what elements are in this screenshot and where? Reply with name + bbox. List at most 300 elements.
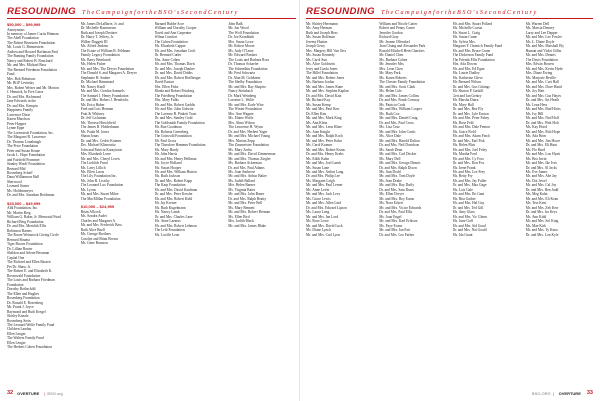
donor-name: Stephanie H. Sauber xyxy=(80,75,111,80)
donor-name: Leonard Stoner xyxy=(7,184,30,189)
donor-name: Mr. Fred Schwartz xyxy=(228,71,256,76)
donor-name: Mr. Mary Park xyxy=(379,71,401,76)
donor-name: Karen Marchon xyxy=(7,117,30,122)
donor-name: Ms. Eve James xyxy=(525,169,548,174)
donor-name: The Bernard Friedman Foundation xyxy=(7,67,58,72)
donor-name: Ms. Sylvia Mrs. xyxy=(452,39,476,44)
donor-name: Mr. Edward Pantzer xyxy=(228,53,258,58)
right-footer xyxy=(307,389,593,397)
donor-name: The Winter Foundation xyxy=(228,107,262,112)
donor-name: Ms. Roberta Greenberg xyxy=(154,129,189,134)
donor-name: Ms. Joy Hart xyxy=(525,89,545,94)
donor-name: Mr. and Mrs. William Hutton xyxy=(154,169,197,174)
donor-name: Mrs. Margery Hill Van Orrs xyxy=(306,48,347,53)
donor-name: Rosenberg Stein xyxy=(7,318,31,323)
donor-name: Ms. Flo Hurd xyxy=(525,147,546,152)
donor-name: William and Nicole Carter xyxy=(379,22,418,26)
donor-name: Mrs. Robert Weiser and Mr. Morton xyxy=(7,85,59,90)
donor-name: Dr. and Mrs. Paul Cross xyxy=(379,120,414,125)
donor-name: Mr. Ron Goodman xyxy=(154,125,182,130)
donor-name: Mr. and Mrs. Allen Lind xyxy=(306,201,342,206)
donor-name: Ms. Laura Long xyxy=(306,210,330,215)
donor-name: Mrs. Susan Lowe xyxy=(228,39,254,44)
donor-name: Dr. and Mrs. Paul Adams xyxy=(228,165,265,170)
donor-name: Ms. Grace Lewis xyxy=(306,196,331,201)
donor-name: The Dickerson Family Fund xyxy=(452,53,494,58)
donor-name: Ms. Bea Irwin xyxy=(525,156,547,161)
donor-name: Dr. and Mrs. Walt Holt xyxy=(525,120,559,125)
donor-name: Mr. BGP Levinsky xyxy=(7,81,35,86)
donor-name: David Easton xyxy=(154,80,174,85)
donor-name: Pratt & Whitney xyxy=(80,111,105,116)
donor-name: Ms. Dot Jewel xyxy=(525,178,547,183)
donor-name: Mr. Frank J. Joyce xyxy=(7,305,34,310)
donor-name: Ms. Ruth Cox xyxy=(379,111,400,116)
donor-name: Ms. Ann Dodd xyxy=(379,169,401,174)
donor-name: Mr. and Mrs. Ray Shapiro xyxy=(228,84,266,89)
donor-name: Dr. and Mrs. Gus Gittings xyxy=(452,84,490,89)
donor-name: Ms. Amy Herman xyxy=(306,26,332,31)
donor-name: Ms. Ellen Dwyer xyxy=(379,192,404,197)
donor-name: Mrs. Judith Black xyxy=(228,219,254,224)
donor-name: Mr. and Mrs. Jim Howe xyxy=(525,138,561,143)
donor-name: Ms. Marcia Denney xyxy=(525,26,555,31)
donor-name: Anonymous xyxy=(7,27,25,32)
left-donor-columns xyxy=(7,22,296,385)
donor-name: Dr. and Mrs. Earl Fisk xyxy=(452,138,485,143)
left-running-header xyxy=(7,5,296,19)
donor-name: Dr. and Mrs. Herbert Yager xyxy=(228,129,268,134)
donor-name: Dr. and Mrs. Robert J. Hendricks xyxy=(80,98,129,103)
donor-name: Mr. and Mrs. Rob Hope xyxy=(525,129,561,134)
donor-name: Mr. and Mrs. Peter Bell xyxy=(228,201,263,206)
donor-name: Ms. June Goff xyxy=(452,219,474,224)
donor-name: Mr. and Mrs. William Cooper xyxy=(379,107,422,112)
donor-name: Mrs. Ada Downs xyxy=(452,62,477,67)
donor-name: Mr. Paul Gross xyxy=(154,138,177,143)
donor-name: Mr. and Mrs. John Bauer xyxy=(228,192,265,197)
donor-name: Ms. Joan Knight xyxy=(306,129,330,134)
donor-name: Mr. and Mrs. Joel Lamb xyxy=(306,161,341,166)
donor-name: Ellen Lenger xyxy=(7,340,26,345)
donor-name: Mr. and Mrs. Roy Eaton xyxy=(379,196,415,201)
donor-name: Ms. Ann Kidd xyxy=(525,214,547,219)
donor-name: Dr. and Mrs. Al Jacks xyxy=(525,165,557,170)
header-brand: RESOUNDING xyxy=(7,6,77,17)
donor-name: Mr. Jon Wood xyxy=(228,26,249,31)
donor-name: Rosenberg Foundation xyxy=(7,296,40,301)
donor-name: The Samuel J. Henry Foundation xyxy=(80,93,129,98)
donor-name: Gert and Jan Gentry xyxy=(452,93,482,98)
donor-name: Dr. and Mrs. David Katz xyxy=(306,93,342,98)
donor-name: The Bunting Family Foundation xyxy=(7,54,54,59)
page-number: 32 xyxy=(7,390,14,396)
donor-name: Mr. and Mrs. Robert Hoffberger xyxy=(154,75,201,80)
donor-name: Dr. Thomas Schaefer xyxy=(228,62,259,67)
donor-name: Rhoda and Robert Feinberg xyxy=(154,89,195,94)
donor-name: Dr. Alan M. Goldstein xyxy=(228,75,261,80)
donor-name: Ms. Larry Lillich xyxy=(80,165,106,170)
donor-name: Mr. and Mrs. Stuart Milne xyxy=(80,192,119,197)
donor-name: Ms. Erica Huber xyxy=(80,102,105,107)
donor-column xyxy=(7,22,75,385)
donor-name: Dr. and Mrs. Sam Dunn xyxy=(379,187,414,192)
donor-name: Dr. and Mrs. Charles Lane xyxy=(154,214,193,219)
donor-name: Mr. and Mrs. Curt Hall xyxy=(525,80,559,85)
donor-name: The Theodore Hammer Foundation xyxy=(154,143,206,148)
donor-name: Dr. and Mrs. Cedric Kramer xyxy=(80,138,122,143)
donor-name: Ms. Sondra Audet xyxy=(80,214,107,219)
donor-name: Mr. and Mrs. Scott Clark xyxy=(379,84,416,89)
donor-name: Ms. Lisa Cruz xyxy=(379,125,400,130)
donor-name: Ms. Carol Kramer xyxy=(306,143,333,148)
donor-name: Brian Allcock xyxy=(80,209,101,214)
donor-name: The Richard and Ellen Bassen xyxy=(7,260,51,265)
donor-name: Mr. and Mrs. Karl Erikson xyxy=(379,219,418,224)
header-brand: RESOUNDING xyxy=(306,6,376,17)
donor-name: Bernard Mid xyxy=(7,166,26,171)
donor-name: Jennifer Gordon xyxy=(379,30,403,35)
donor-name: Ms. Virginia Bates xyxy=(228,187,256,192)
donor-name: The Goldsmith Family Foundation xyxy=(154,120,205,125)
donor-name: Mrs. Elizabeth Lowe xyxy=(80,152,111,157)
donor-name: Ruth and Joseph Dreitzer xyxy=(80,30,118,35)
donor-name: Dr. and Mrs. Lyle Easton xyxy=(452,111,489,116)
donor-name: The Laverne B. Pinkett Trust xyxy=(154,111,197,116)
donor-name: Fund xyxy=(7,72,15,77)
donor-name: Mr. and Mrs. Bud Hicks xyxy=(525,107,561,112)
donor-name: Carolyn and Brian Brown xyxy=(80,236,118,241)
donor-name: Dr. and Mrs. Robert Kapp xyxy=(154,178,193,183)
donor-name: Mr. Nancy Knoll xyxy=(80,84,106,89)
footer-separator: | xyxy=(44,390,46,396)
donor-name: Ms. Lena Hess xyxy=(525,102,548,107)
donor-name: Mr. and Mrs. Victor Edwards xyxy=(379,205,422,210)
donor-name: Lawrence Dixie xyxy=(7,112,31,117)
donor-name: Ms. Ada Horn xyxy=(525,134,547,139)
donor-name: The Davis Foundation xyxy=(525,57,558,62)
donor-name: Mr. and Mrs. Kevin Hyde xyxy=(525,66,563,71)
donor-name: Mr. and Mrs. Cal Joy xyxy=(525,183,557,188)
donor-name: Mrs. Helen Barnes xyxy=(228,183,256,188)
donor-name: Ms. Mary Zorba xyxy=(228,147,252,152)
donor-name: Ms. Helen Flint xyxy=(452,143,476,148)
donor-name: Ms. Ellen Lucas xyxy=(80,169,105,174)
donor-name: Mr. and Mrs. Joel Foley xyxy=(452,147,488,152)
donor-name: Stanley Woolf Foundation xyxy=(7,162,45,167)
donor-name: Mr. and Mrs. Dale Fenton xyxy=(452,125,490,130)
donor-name: Mr. and Mrs. Paul Lerner xyxy=(306,183,343,188)
donor-name: Mr. Stuart L. Craig xyxy=(452,30,480,35)
donor-name: The Friends Ellis Foundation xyxy=(452,57,495,62)
donor-name: Dr. Ellen Kim xyxy=(306,111,327,116)
header-tagline: T h e C a m p a i g n f o r t h e B S O ' s S e c o n d C e n t u r y xyxy=(381,9,537,16)
donor-name: Mr. and Mrs. The Dreyer Foundation xyxy=(80,66,135,71)
header-tagline: T h e C a m p a i g n f o r t h e B S O ' s S e c o n d C e n t u r y xyxy=(82,9,238,16)
donor-name: The Leonard Wolfe Family Fund xyxy=(7,323,55,327)
donor-name: Dorothy Rothschild xyxy=(7,287,36,292)
footer-separator: | xyxy=(552,390,554,396)
donor-name: Family Legacy Foundation xyxy=(80,53,120,58)
donor-name: Jane Edwards in the xyxy=(7,99,36,104)
donor-name: Capital One xyxy=(7,255,25,260)
donor-name: Dr. and Mrs. Eli Hunt xyxy=(525,143,558,148)
donor-name: Mr. Louis G. Biennestein xyxy=(7,45,44,50)
donor-name: The Lily Foundation Inc. xyxy=(80,174,117,179)
donor-name: Aldi Foundation, Inc. xyxy=(7,206,38,211)
donor-name: Shirley Kneale xyxy=(7,314,29,319)
donor-name: Ms. Ivy Hill xyxy=(525,111,544,116)
donor-name: Ms. Jean Drake xyxy=(379,178,402,183)
donor-name: Mrs. Alma Wilson xyxy=(228,120,255,125)
left-footer xyxy=(7,389,293,397)
donor-name: Ms. Mae Kirk xyxy=(525,223,547,228)
donor-name: Ms. Betty Fry xyxy=(452,174,473,179)
donor-name: Ms. L. Diane Doyle xyxy=(525,39,555,44)
donor-name: Ms. Rose Feld xyxy=(452,120,474,125)
donor-name: David and Ann Carpenter xyxy=(154,30,192,35)
donor-name: Foundation xyxy=(7,282,24,287)
donor-name: The Leonard Lux Foundation xyxy=(80,183,124,188)
donor-name: Nancy Steinbach xyxy=(228,89,253,94)
donor-name: Dr. and Mrs. Ralph Dixon xyxy=(379,165,417,170)
donor-name: Dr. and Mrs. Ben Judd xyxy=(525,187,559,192)
donor-name: Dr. Mark Weinberg xyxy=(228,93,257,98)
donor-name: Mr. and Mrs. Robert Kraus xyxy=(306,147,345,152)
donor-name: Ms. Lois Gale xyxy=(452,187,473,192)
magazine-url: BSO.org xyxy=(47,390,63,396)
donor-name: Ms. Barbara Jordan xyxy=(306,80,335,85)
donor-name: Ms. John R. Lisicky xyxy=(80,178,110,183)
donor-name: Dr. and Mrs. Frank Conway xyxy=(379,98,420,103)
donor-name: Mr. and Mrs. Peter Fahey xyxy=(452,116,490,121)
donor-name: Ms. Rita Garber xyxy=(452,196,476,201)
donor-name: Mr. and Mrs. Ned Hoff xyxy=(525,116,560,121)
donor-name: Mr. Jay Kreiser xyxy=(154,201,177,206)
donor-name: Mr. James DeLaBarre, Jr. and xyxy=(80,22,124,26)
donor-name: Dr. Thomas Lonabaugh xyxy=(7,139,41,144)
donor-name: Ms. Patricia Cook xyxy=(379,102,406,107)
donor-name: The Estate of William B. Feldman xyxy=(80,48,131,53)
donor-name: Dr. and Mrs. Ralph Beatty xyxy=(228,196,267,201)
donor-name: Ruth and Joseph Hess xyxy=(306,30,338,35)
donor-name: Mr. and Mrs. Robert Gaddis xyxy=(154,102,196,107)
donor-name: Dr. and Mrs. Edward Lipton xyxy=(306,205,347,210)
donor-name: The Donald S. and Margaret A. Dreyer xyxy=(80,71,137,76)
donor-name: Raymond and Ruth Kregel xyxy=(7,309,46,314)
donor-name: Ms. Laurie Dudley xyxy=(452,71,480,76)
donor-name: Mr. and Mrs. James Kane xyxy=(306,84,343,89)
donor-name: Dr. and Mrs. Neil Davidson xyxy=(379,143,420,148)
donor-name: Dr. and Mrs. Nat Gould xyxy=(452,228,487,233)
donor-name: Dr. and Mrs. Ted Gill xyxy=(452,205,484,210)
donor-name: Ms. Elizabeth Capper xyxy=(154,44,186,49)
donor-name: Mrs. Marion Zepp xyxy=(228,138,255,143)
donor-name: Charles and Margaret A. xyxy=(80,218,117,223)
donor-name: The Chester Family Foundation xyxy=(379,80,426,85)
donor-name: J. Hennick, In Five Lines xyxy=(7,90,44,95)
donor-name: Ms. Judy O'Leary xyxy=(228,48,254,53)
donor-name: Mr. and Mrs. George Dennis xyxy=(379,161,421,166)
donor-name: Mr. and Mrs. Jonathan Croft xyxy=(154,48,196,53)
donor-name: Mr. and Mrs. Peter Kohn xyxy=(306,138,342,143)
donor-name: Mr. Daniel Chen xyxy=(379,53,404,58)
gift-level-heading: $50,000 – $99,999 xyxy=(7,22,41,27)
donor-name: Dr. Bernard Cutler xyxy=(154,53,182,58)
donor-name: The Abell Foundation xyxy=(7,36,39,41)
donor-name: Lynne Eppe xyxy=(7,126,25,131)
donor-name: Ms. Diane Lynch xyxy=(306,228,331,233)
donor-name: Mr. and Mrs. Thomas Davis xyxy=(154,62,195,67)
donor-name: Ms. Mary Hall xyxy=(452,102,474,107)
donor-name: Mr. and Mrs. Marshall Ely xyxy=(525,44,565,49)
donor-name: Ms. Helen Cole xyxy=(379,89,402,94)
donor-name: Ms. George Brothers xyxy=(80,232,111,237)
donor-name: Mr. and Mrs. Arthur Lang xyxy=(306,169,344,174)
donor-name: Ms. Mary Hardy xyxy=(154,147,179,152)
donor-name: Dana Williamson Hall xyxy=(7,175,40,180)
donor-name: Ms. Meg Kahn xyxy=(525,192,548,197)
donor-name: Larry and Lee Dapper xyxy=(525,30,558,35)
donor-column xyxy=(155,22,223,385)
donor-name: Pet Dr. Shaw, Jr. xyxy=(7,264,31,269)
donor-name: Mr. Jeanne Ollendorf xyxy=(379,39,410,44)
donor-name: The Leib Foundation xyxy=(154,228,185,233)
donor-name: The Herbert Cohen Foundation xyxy=(7,345,53,350)
donor-name: Ms. Elaine Wolfe xyxy=(228,116,254,121)
donor-name: The Lawrence H. Wynn xyxy=(228,125,263,130)
donor-name: and Fairfield Frommer xyxy=(7,157,40,162)
donor-name: Mr. and Mrs. Sol King xyxy=(525,219,559,224)
donor-name: The Hillel Foundation xyxy=(306,71,338,76)
donor-name: Dr. and Mrs. Richmond xyxy=(7,94,42,99)
donor-name: Jeremy Hutton xyxy=(306,39,328,44)
donor-name: The Griswold Foundation xyxy=(154,134,192,139)
donor-name: Mr. and Mrs. Ralph Koch xyxy=(306,134,343,139)
donor-name: Dr. and Mrs. Don Fox xyxy=(452,161,485,166)
donor-name: Sheldon and Arlene Bessman xyxy=(7,251,50,256)
donor-name: Mr. Warren Dell xyxy=(525,22,550,26)
donor-name: Ms. Lucille Leon xyxy=(154,232,180,237)
donor-name: Mr. and Mrs. Jay Fuller xyxy=(452,178,487,183)
donor-name: Ms. Tess Kent xyxy=(525,201,547,206)
donor-name: Ms. Judith Ballard xyxy=(228,178,255,183)
donor-name: Ms. Michelle Cossin xyxy=(452,26,483,31)
donor-name: Mr. and Mrs. Sid Good xyxy=(452,223,486,228)
donor-name: Ms. Joan Engel xyxy=(379,214,402,219)
donor-name: The Price Foundation xyxy=(7,144,39,149)
donor-name: Ms. Barry Bernhardt xyxy=(80,57,111,62)
donor-name: Mr. and Mrs. Gordon Samuels xyxy=(80,89,125,94)
donor-name: Wilber Duggett III xyxy=(80,39,108,44)
donor-name: Ms. Marjorie Beville xyxy=(525,75,556,80)
donor-name: Andrea and Howard Bachman Paul xyxy=(7,49,58,54)
donor-name: Mr. Bernard Wilson xyxy=(452,80,482,85)
donor-name: Ms. Mary Dell xyxy=(379,156,401,161)
donor-name: Dr. and Mrs. Jonathan Reichman xyxy=(7,193,55,198)
donor-name: Ms. Susan Crane xyxy=(452,35,477,40)
donor-name: Ms. Irene Frank xyxy=(452,165,476,170)
magazine-name: OVERTURE xyxy=(17,390,40,396)
donor-name: Ms. Joan Ambrose xyxy=(228,169,256,174)
donor-name: The MacMillan Foundation xyxy=(80,196,121,201)
donor-name: Ms. Theresa Hirschfield xyxy=(80,120,116,125)
donor-name: Drs. Michael Klimowitz xyxy=(80,143,116,148)
donor-name: William G. Baker, Jr. Memorial Fund xyxy=(7,215,61,220)
donor-name: Mr. and Mrs. Ed Egan xyxy=(452,66,485,71)
donor-column xyxy=(526,22,593,385)
donor-name: Dr. Michelle Rasmussen xyxy=(80,26,116,31)
donor-name: Barnard Bubbe Arce xyxy=(154,22,185,26)
donor-name: The Walters Family Fund xyxy=(7,336,44,341)
donor-name: Dr. Ronald E. Rosenberg xyxy=(7,300,43,305)
donor-name: The Louis and Barbara Friedman xyxy=(7,278,55,283)
donor-name: Mr. and Mrs. Ian Fair xyxy=(379,228,411,233)
donor-name: Tiger Brown Foundation xyxy=(7,242,43,247)
donor-name: The Louis and Barbara Ross xyxy=(228,57,270,62)
donor-name: Mr. Martin Berg xyxy=(7,210,31,215)
donor-name: Ms. Susan Kennedy xyxy=(306,53,335,58)
donor-name: Ms. Ruth Kugelmann xyxy=(154,205,186,210)
donor-name: Ms. Gene Brunson xyxy=(80,241,108,246)
donor-name: Mr. and Mrs. James Blake xyxy=(228,223,266,228)
donor-column xyxy=(453,22,520,385)
donor-name: Mr. and Mrs. John Gidwitz xyxy=(154,107,194,112)
donor-name: Mr. Robert Moore xyxy=(228,44,255,49)
donor-name: Ms. Kay Hood xyxy=(525,125,548,130)
donor-name: Children Landau xyxy=(7,327,32,332)
donor-name: The Ellen and Hughes xyxy=(7,291,40,296)
donor-name: Margaret Y. Ozimich Family Fund xyxy=(452,44,503,49)
donor-name: Mrs. Diane Ewing xyxy=(525,71,553,76)
donor-name: Ms. Barbara Cohen xyxy=(379,57,408,62)
donor-name: Mr. and Mrs. Paul Kerr xyxy=(306,107,340,112)
donor-name: Mr. and Mrs. Jack Levy xyxy=(306,192,341,197)
donor-name: Mr. and Mrs. Carl Lyon xyxy=(306,232,341,237)
donor-name: Ms. Alfred Jenkins xyxy=(80,44,109,49)
donor-name: Bernard Bouma xyxy=(7,237,30,242)
donor-name: Ms. Katherine Glove xyxy=(452,75,483,80)
donor-name: Mr. and Mrs. Ray Duffy xyxy=(379,183,415,188)
donor-name: Human and Violet Gillin xyxy=(525,48,562,53)
donor-name: Mrs. Edwin Bowen xyxy=(525,62,554,67)
donor-name: Dr. and Mrs. Ira Keys xyxy=(525,210,558,215)
donor-name: Ms. Paula M. Jones xyxy=(80,129,110,134)
donor-name: Dr. and Mrs. Rex Ely xyxy=(452,107,484,112)
donor-name: Mr. and Mrs. Frederick Bass xyxy=(80,223,122,228)
donor-name: John Balk xyxy=(228,22,243,26)
donor-name: Robinson Barnes xyxy=(7,228,32,233)
donor-name: Dr. and Mrs. Leo Farber xyxy=(379,232,415,237)
donor-name: Mr. and Mrs. Ike Ives xyxy=(525,161,557,166)
donor-name: Robert and Penny Carter xyxy=(379,26,415,31)
donor-name: Jean Chung and Alexander Park xyxy=(379,44,426,49)
donor-name: Jacob L. Hope Foundation xyxy=(7,153,46,158)
donor-name: Wilma Comfort xyxy=(154,35,178,40)
donor-name: Mr. and Mrs. Dennis xyxy=(525,53,556,58)
donor-name: The Robert E. and Elizabeth K. xyxy=(7,269,53,274)
donor-name: Ms. Anne Levin xyxy=(306,187,330,192)
donor-name: Mr. and Mrs. John Curtis xyxy=(379,129,416,134)
donor-name: Ms. Nora Eckert xyxy=(379,201,404,206)
donor-name: The Lieblich Fund xyxy=(80,161,108,166)
donor-name: Mrs. Leon Chen xyxy=(379,66,403,71)
donor-name: Rosenberg Scheff xyxy=(7,171,33,175)
donor-name: Peter Hopper xyxy=(7,121,27,126)
donor-name: In memory of James Curtis Hinman xyxy=(7,31,59,36)
donor-name: Ms. Ellen Bird xyxy=(228,214,250,219)
donor-name: Ms. Susan Hooper xyxy=(154,165,182,170)
